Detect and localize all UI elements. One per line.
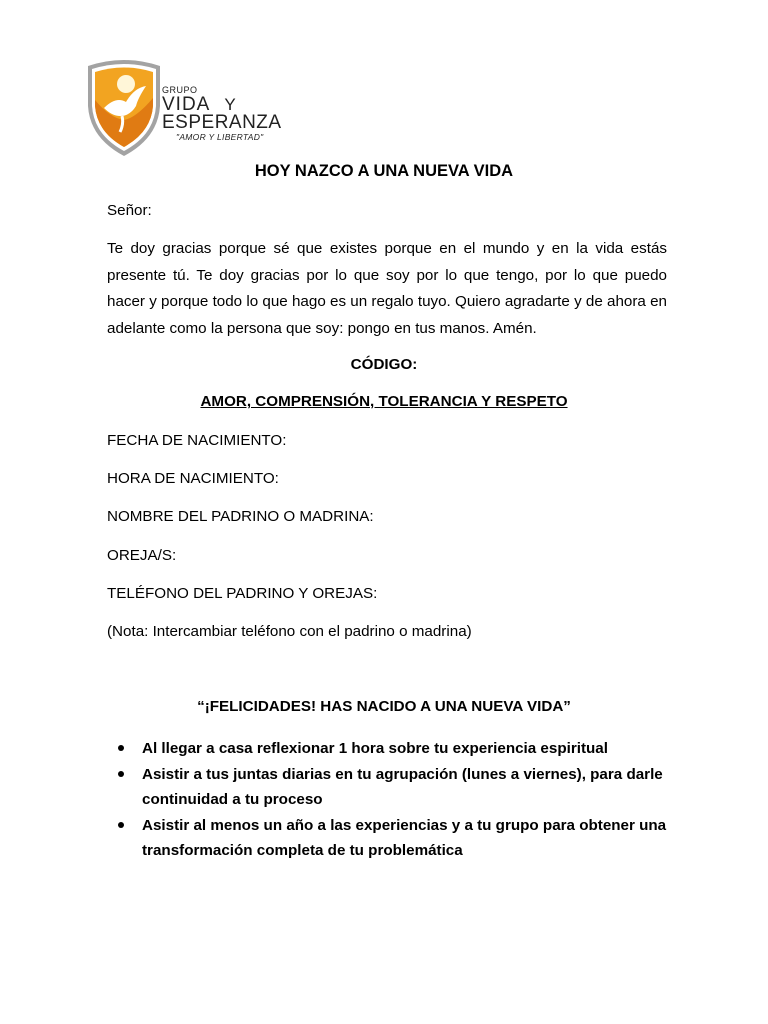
group-logo — [86, 58, 286, 158]
felicidades-heading: “¡FELICIDADES! HAS NACIDO A UNA NUEVA VIDA” — [197, 698, 571, 715]
codigo-label: CÓDIGO: — [350, 356, 418, 373]
document-title: HOY NAZCO A UNA NUEVA VIDA — [254, 162, 514, 180]
prayer-paragraph: Te doy gracias porque sé que existes porque en el mundo y en la vida estás presente tú. Te doy gracias por lo que soy por lo que tengo, por lo que puedo hacer y porque todo lo que hago es un regalo tuyo. Quiero agradarte y de ahora en adelante como la persona que soy: pongo en tus manos. Amén. — [107, 240, 667, 337]
list-item — [118, 813, 678, 863]
note: (Nota: Intercambiar teléfono con el padrino o madrina) — [107, 623, 472, 640]
logo-vida: VIDA — [162, 94, 211, 115]
field-hora-nacimiento: HORA DE NACIMIENTO: — [107, 470, 279, 487]
list-item-text: Asistir a tus juntas diarias en tu agrupación (lunes a viernes), para darle continuidad a tu proceso — [142, 766, 663, 808]
list-item — [118, 736, 678, 761]
list-item-text: Asistir al menos un año a las experiencias y a tu grupo para obtener una transformación completa de tu problemática — [142, 817, 667, 859]
field-fecha-nacimiento: FECHA DE NACIMIENTO: — [107, 432, 287, 449]
field-telefono: TELÉFONO DEL PADRINO Y OREJAS: — [107, 585, 378, 602]
logo-grupo: GRUPO — [162, 85, 198, 95]
bullet-icon — [118, 771, 124, 777]
logo-wordmark — [162, 86, 282, 142]
codigo-value — [0, 393, 768, 410]
bullet-icon — [118, 745, 124, 751]
instructions-list — [118, 736, 678, 864]
logo-y: Y — [224, 95, 236, 114]
logo-motto: "AMOR Y LIBERTAD" — [176, 132, 264, 142]
bullet-icon — [118, 822, 124, 828]
list-item-text: Al llegar a casa reflexionar 1 hora sobre tu experiencia espiritual — [142, 740, 608, 757]
list-item — [118, 762, 678, 812]
shield-dove-icon — [86, 58, 162, 158]
logo-esperanza: ESPERANZA — [162, 112, 282, 133]
field-nombre-padrino: NOMBRE DEL PADRINO O MADRINA: — [107, 508, 374, 525]
codigo-value-text: AMOR, COMPRENSIÓN, TOLERANCIA Y RESPETO — [200, 393, 568, 410]
greeting: Señor: — [107, 202, 152, 219]
field-orejas: OREJA/S: — [107, 547, 177, 564]
